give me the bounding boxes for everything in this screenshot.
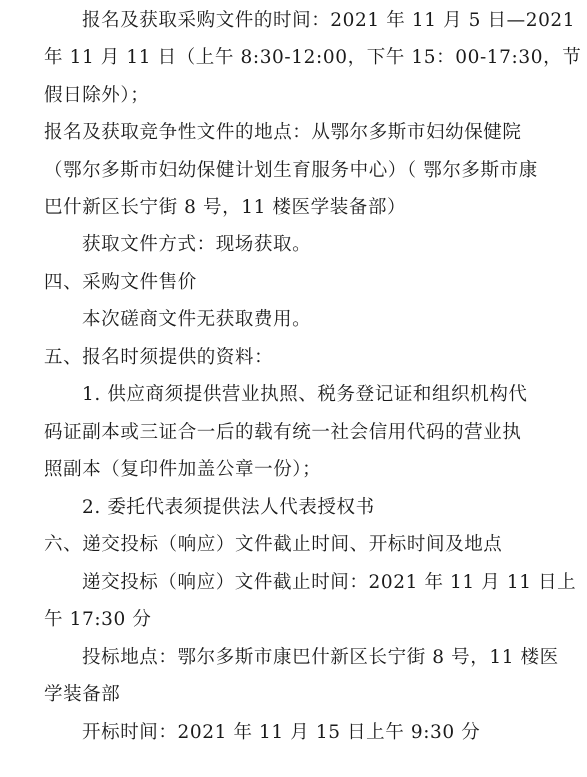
- item-1-line-1: 1. 供应商须提供营业执照、税务登记证和组织机构代: [82, 384, 528, 405]
- bid-place-line-2: 学装备部: [44, 684, 121, 705]
- section-6-heading: 六、递交投标（响应）文件截止时间、开标时间及地点: [44, 534, 503, 555]
- registration-place-line-2: （鄂尔多斯市妇幼保健计划生育服务中心）（ 鄂尔多斯市康: [44, 160, 538, 181]
- item-2: 2. 委托代表须提供法人代表授权书: [82, 497, 375, 518]
- acquisition-method: 获取文件方式：现场获取。: [82, 234, 312, 255]
- registration-time-line-3: 假日除外）；: [44, 85, 150, 106]
- item-1-line-3: 照副本（复印件加盖公章一份）；: [44, 459, 322, 480]
- deadline-line-2: 午 17:30 分: [44, 609, 152, 630]
- registration-time-line-1: 报名及获取采购文件的时间：2021 年 11 月 5 日—2021: [82, 10, 576, 31]
- opening-time: 开标时间：2021 年 11 月 15 日上午 9:30 分: [82, 722, 481, 743]
- registration-place-line-3: 巴什新区长宁街 8 号，11 楼医学装备部）: [44, 197, 407, 218]
- registration-time-line-2: 年 11 月 11 日（上午 8:30-12:00，下午 15：00-17:30，节: [44, 47, 582, 68]
- bid-place-line-1: 投标地点：鄂尔多斯市康巴什新区长宁街 8 号，11 楼医: [82, 647, 559, 668]
- section-5-heading: 五、报名时须提供的资料：: [44, 347, 274, 368]
- section-4-heading: 四、采购文件售价: [44, 272, 197, 293]
- deadline-line-1: 递交投标（响应）文件截止时间：2021 年 11 月 11 日上: [82, 572, 577, 593]
- item-1-line-2: 码证副本或三证合一后的载有统一社会信用代码的营业执: [44, 422, 522, 443]
- registration-place-line-1: 报名及获取竞争性文件的地点：从鄂尔多斯市妇幼保健院: [44, 122, 522, 143]
- section-4-body: 本次磋商文件无获取费用。: [82, 309, 312, 330]
